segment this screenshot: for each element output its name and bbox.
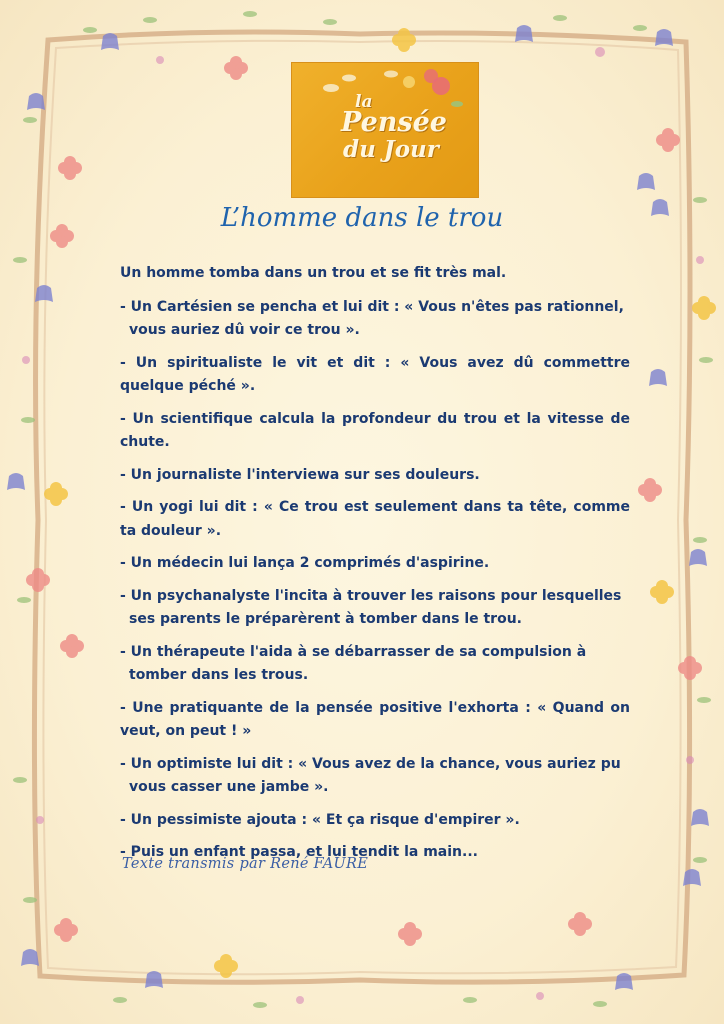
- intro-paragraph: Un homme tomba dans un trou et se fit très mal.: [120, 265, 507, 281]
- list-item: - Un spiritualiste le vit et dit : « Vous avez dû commettre quelque péché ».: [120, 354, 630, 394]
- list-item: - Un pessimiste ajouta : « Et ça risque d'empirer ».: [120, 811, 520, 828]
- list-item: - Un yogi lui dit : « Ce trou est seulement dans ta tête, comme ta douleur ».: [120, 499, 630, 539]
- page-title: L’homme dans le trou: [220, 203, 504, 233]
- logo-word-pensee: Pensée: [341, 107, 447, 138]
- list-item: - Un scientifique calcula la profondeur du trou et la vitesse de chute.: [120, 410, 630, 450]
- list-item: - Une pratiquante de la pensée positive l'exhorta : « Quand on veut, on peut ! »: [120, 699, 630, 739]
- list-item: - Un Cartésien se pencha et lui dit : « Vous n'êtes pas rationnel, vous auriez dû voir ce trou ».: [120, 298, 624, 338]
- list-item: - Un thérapeute l'aida à se débarrasser de sa compulsion à tomber dans les trous.: [120, 643, 587, 683]
- list-item: - Un journaliste l'interviewa sur ses douleurs.: [120, 466, 480, 483]
- list-item: - Un médecin lui lança 2 comprimés d'aspirine.: [120, 555, 490, 571]
- pensee-du-jour-logo: [291, 62, 479, 198]
- logo-word-la: la: [355, 92, 373, 112]
- story-text: [120, 262, 630, 874]
- logo-word-du-jour: du Jour: [343, 136, 439, 163]
- list-item: - Un psychanalyste l'incita à trouver les raisons pour lesquelles ses parents le préparèrent à tomber dans le trou.: [120, 587, 622, 627]
- list-item: - Puis un enfant passa, et lui tendit la main...: [120, 844, 478, 860]
- author-signature: Texte transmis par René FAURE: [122, 856, 369, 872]
- list-item: - Un optimiste lui dit : « Vous avez de la chance, vous auriez pu vous casser une jambe ».: [120, 755, 621, 795]
